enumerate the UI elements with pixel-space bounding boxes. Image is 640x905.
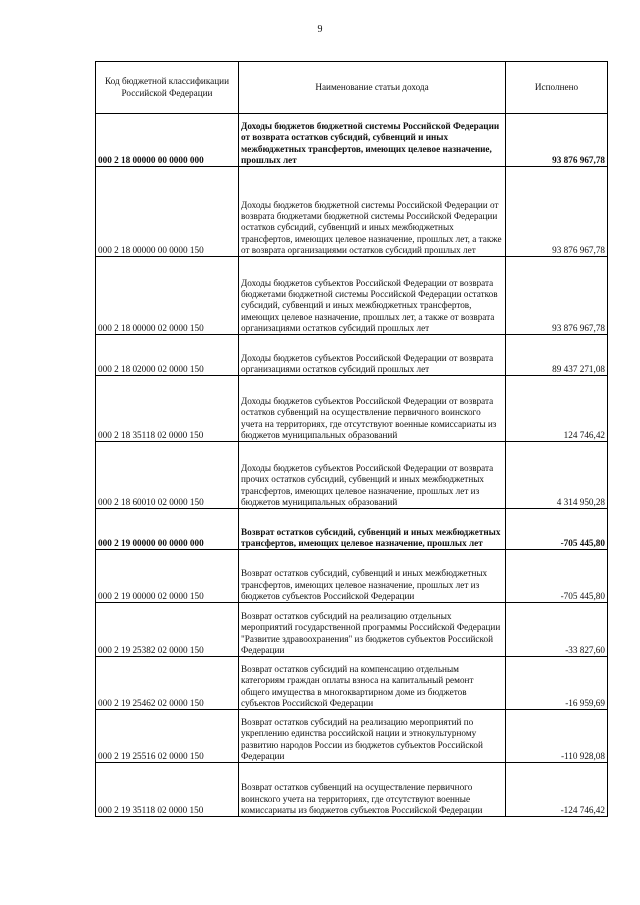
table-row: [96, 442, 608, 509]
row-amount: -33 827,60: [506, 603, 608, 657]
row-name: Доходы бюджетов субъектов Российской Федерации от возврата бюджетами бюджетной системы Российской Федерации остатков субсидий, субвенций и иных межбюджетных трансфертов, имеющих целевое назначение, прошлых лет, а также от возврата организациями остатков субсидий прошлых лет: [239, 257, 506, 335]
row-code: 000 2 18 00000 02 0000 150: [96, 257, 239, 335]
row-name: Возврат остатков субсидий на реализацию отдельных мероприятий государственной программы Российской Федерации "Развитие здравоохранения" из бюджетов субъектов Российской Федерации: [239, 603, 506, 657]
header-code: Код бюджетной классификации Российской Федерации: [96, 62, 239, 114]
row-amount: -124 746,42: [506, 763, 608, 817]
row-name: Возврат остатков субсидий на реализацию мероприятий по укреплению единства российской нации и этнокультурному развитию народов России из бюджетов субъектов Российской Федерации: [239, 710, 506, 763]
header-name: Наименование статьи дохода: [239, 62, 506, 114]
row-name: Доходы бюджетов субъектов Российской Федерации от возврата организациями остатков субсидий прошлых лет: [239, 335, 506, 376]
row-code: 000 2 19 35118 02 0000 150: [96, 763, 239, 817]
row-name: Доходы бюджетов субъектов Российской Федерации от возврата остатков субвенций на осуществление первичного воинского учета на территориях, где отсутствуют военные комиссариаты из бюджетов муниципальных образований: [239, 376, 506, 442]
row-code: 000 2 19 25382 02 0000 150: [96, 603, 239, 657]
table-row: [96, 657, 608, 710]
row-code: 000 2 18 00000 00 0000 150: [96, 167, 239, 257]
table-row: [96, 114, 608, 167]
row-code: 000 2 18 35118 02 0000 150: [96, 376, 239, 442]
table-row: [96, 550, 608, 603]
row-code: 000 2 19 25462 02 0000 150: [96, 657, 239, 710]
header-amount: Исполнено: [506, 62, 608, 114]
table-row: [96, 710, 608, 763]
table-header-row: [96, 62, 608, 114]
row-amount: -16 959,69: [506, 657, 608, 710]
row-amount: -705 445,80: [506, 509, 608, 550]
row-amount: -110 928,08: [506, 710, 608, 763]
row-name: Доходы бюджетов бюджетной системы Российской Федерации от возврата остатков субсидий, субвенций и иных межбюджетных трансфертов, имеющих целевое назначение, прошлых лет: [239, 114, 506, 167]
row-code: 000 2 18 00000 00 0000 000: [96, 114, 239, 167]
table-row: [96, 167, 608, 257]
revenue-table: [95, 61, 608, 817]
table-row: [96, 257, 608, 335]
row-name: Возврат остатков субвенций на осуществление первичного воинского учета на территориях, где отсутствуют военные комиссариаты из бюджетов субъектов Российской Федерации: [239, 763, 506, 817]
row-amount: 89 437 271,08: [506, 335, 608, 376]
row-amount: 93 876 967,78: [506, 167, 608, 257]
table-row: [96, 603, 608, 657]
row-name: Возврат остатков субсидий, субвенций и иных межбюджетных трансфертов, имеющих целевое назначение, прошлых лет из бюджетов субъектов Российской Федерации: [239, 550, 506, 603]
row-name: Доходы бюджетов субъектов Российской Федерации от возврата прочих остатков субсидий, субвенций и иных межбюджетных трансфертов, имеющих целевое назначение, прошлых лет из бюджетов муниципальных образований: [239, 442, 506, 509]
row-name: Возврат остатков субсидий на компенсацию отдельным категориям граждан оплаты взноса на капитальный ремонт общего имущества в многоквартирном доме из бюджетов субъектов Российской Федерации: [239, 657, 506, 710]
row-amount: 93 876 967,78: [506, 114, 608, 167]
row-amount: 93 876 967,78: [506, 257, 608, 335]
row-name: Доходы бюджетов бюджетной системы Российской Федерации от возврата бюджетами бюджетной системы Российской Федерации остатков субсидий, субвенций и иных межбюджетных трансфертов, имеющих целевое назначение, прошлых лет, а также от возврата организациями остатков субсидий прошлых лет: [239, 167, 506, 257]
table-row: [96, 335, 608, 376]
row-code: 000 2 18 02000 02 0000 150: [96, 335, 239, 376]
table-row: [96, 376, 608, 442]
row-amount: 4 314 950,28: [506, 442, 608, 509]
row-name: Возврат остатков субсидий, субвенций и иных межбюджетных трансфертов, имеющих целевое назначение, прошлых лет: [239, 509, 506, 550]
row-code: 000 2 19 00000 02 0000 150: [96, 550, 239, 603]
table-row: [96, 509, 608, 550]
row-code: 000 2 19 00000 00 0000 000: [96, 509, 239, 550]
row-amount: 124 746,42: [506, 376, 608, 442]
row-code: 000 2 18 60010 02 0000 150: [96, 442, 239, 509]
page-number: 9: [317, 24, 323, 35]
table-row: [96, 763, 608, 817]
row-amount: -705 445,80: [506, 550, 608, 603]
row-code: 000 2 19 25516 02 0000 150: [96, 710, 239, 763]
